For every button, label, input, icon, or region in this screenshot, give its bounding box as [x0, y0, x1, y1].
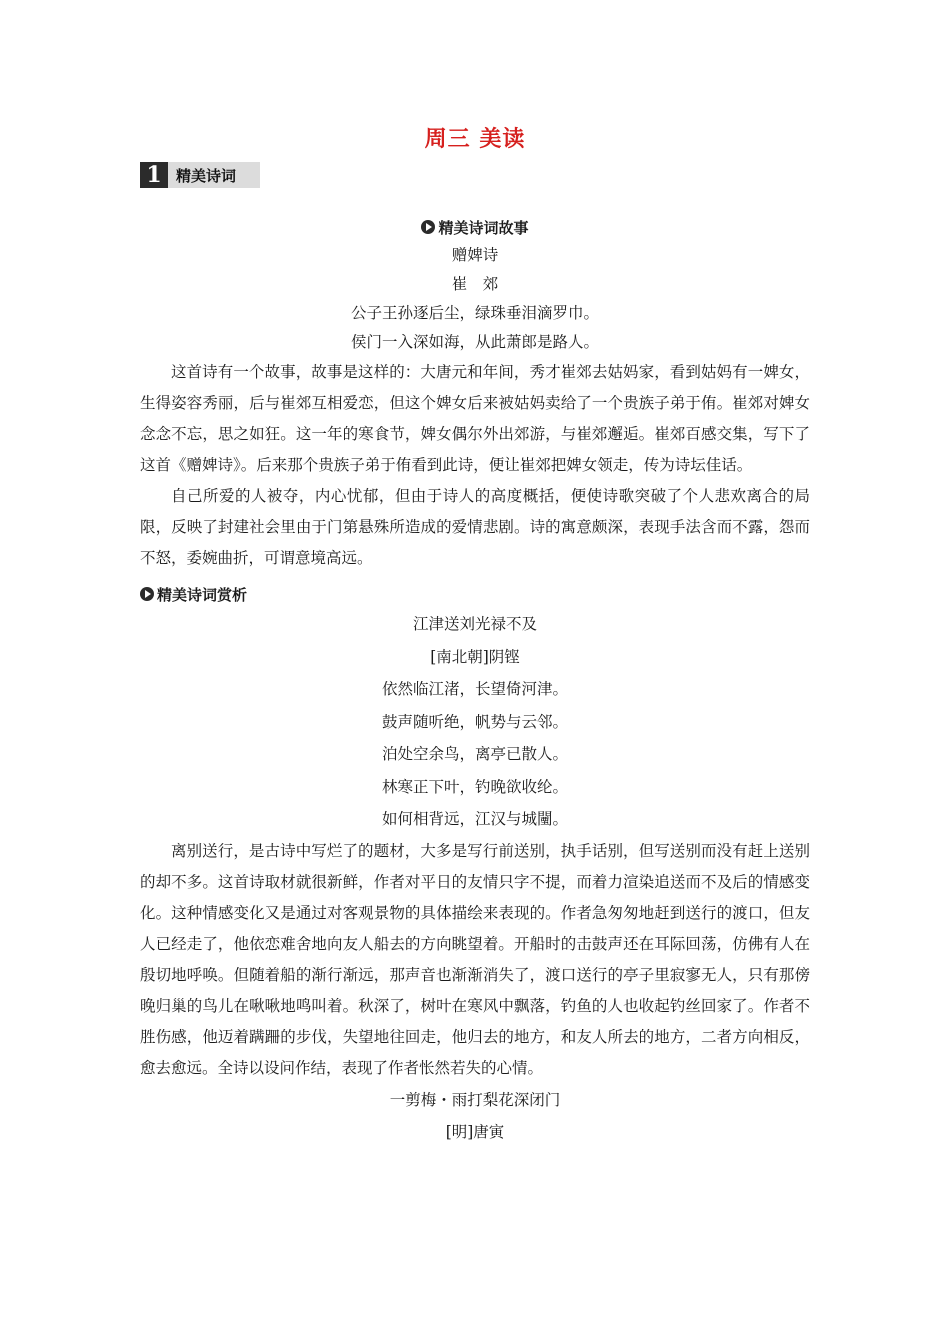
story-paragraph: 这首诗有一个故事，故事是这样的：大唐元和年间，秀才崔郊去姑妈家，看到姑妈有一婢女，生得姿容秀丽，后与崔郊互相爱恋，但这个婢女后来被姑妈卖给了一个贵族子弟于侑。崔郊对婢女念念不忘，思之如狂。这一年的寒食节，婢女偶尔外出郊游，与崔郊邂逅。崔郊百感交集，写下了这首《赠婢诗》。后来那个贵族子弟于侑看到此诗，便让崔郊把婢女领走，传为诗坛佳话。 — [140, 363, 810, 474]
play-circle-icon — [421, 220, 435, 234]
poem-line: 公子王孙逐后尘，绿珠垂泪滴罗巾。 — [350, 304, 599, 322]
poem-author: [南北朝]阴铿 — [430, 647, 520, 666]
story-heading — [140, 213, 810, 241]
story-heading-text: 精美诗词故事 — [438, 218, 529, 237]
poem-line: 林寒正下叶，钓晚欲收纶。 — [381, 777, 568, 796]
play-circle-icon — [140, 587, 154, 601]
poem-line: 依然临江渚，长望倚河津。 — [381, 680, 568, 698]
section-label: 精美诗词 — [176, 166, 237, 185]
poem-line: 泊处空余鸟，离亭已散人。 — [381, 745, 568, 763]
poem-line: 鼓声随听绝，帆势与云邻。 — [381, 712, 568, 731]
article-body — [140, 213, 810, 1149]
next-poem-title: 一剪梅・雨打梨花深闭门 — [389, 1090, 561, 1109]
appreciation-heading-text: 精美诗词赏析 — [157, 585, 248, 604]
page-title: 周三 美读 — [424, 127, 526, 152]
poem-author: 崔 郊 — [451, 275, 499, 293]
poem-line: 侯门一入深如海，从此萧郎是路人。 — [350, 333, 599, 351]
next-poem-author: [明]唐寅 — [445, 1123, 505, 1141]
poem-title: 赠婢诗 — [451, 246, 499, 264]
poem-line: 如何相背远，江汉与城闉。 — [381, 810, 568, 828]
appreciation-heading — [140, 580, 810, 608]
section-header — [140, 162, 260, 188]
story-paragraph: 自己所爱的人被夺，内心忧郁，但由于诗人的高度概括，便使诗歌突破了个人悲欢离合的局限，反映了封建社会里由于门第悬殊所造成的爱情悲剧。诗的寓意颇深，表现手法含而不露，怨而不怒，委婉曲折，可谓意境高远。 — [140, 487, 810, 567]
appreciation-paragraph: 离别送行，是古诗中写烂了的题材，大多是写行前送别，执手话别，但写送别而没有赶上送别的却不多。这首诗取材就很新鲜，作者对平日的友情只字不提，而着力渲染追送而不及后的情感变化。这种情感变化又是通过对客观景物的具体描绘来表现的。作者急匆匆地赶到送行的渡口，但友人已经走了，他依恋难舍地向友人船去的方向眺望着。开船时的击鼓声还在耳际回荡，仿佛有人在殷切地呼唤。但随着船的渐行渐远，那声音也渐渐消失了，渡口送行的亭子里寂寥无人，只有那傍晚归巢的鸟儿在啾啾地鸣叫着。秋深了，树叶在寒风中飘落，钓鱼的人也收起钓丝回家了。作者不胜伤感，他迈着蹒跚的步伐，失望地往回走，他归去的地方，和友人所去的地方，二者方向相反，愈去愈远。全诗以设问作结，表现了作者怅然若失的心情。 — [140, 841, 810, 1077]
poem-title: 江津送刘光禄不及 — [412, 615, 537, 633]
section-number: 1 — [140, 162, 168, 188]
